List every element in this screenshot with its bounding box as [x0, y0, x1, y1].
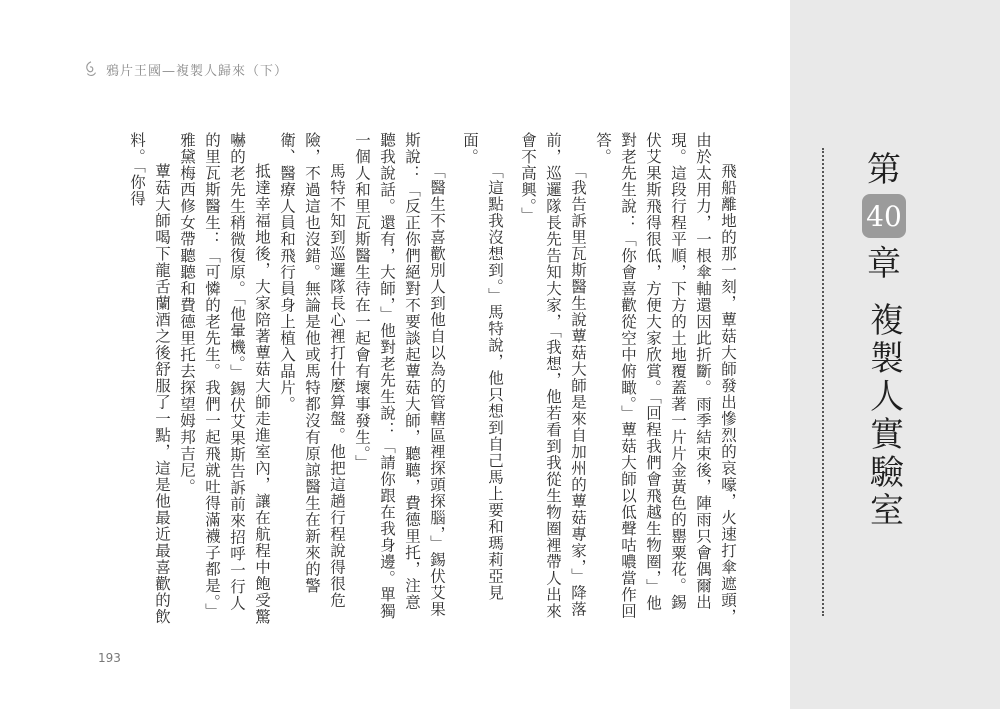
chapter-prefix: 第: [867, 150, 901, 190]
chapter-heading: [852, 150, 916, 530]
running-header: [82, 57, 288, 81]
page-number: 193: [98, 651, 121, 665]
chapter-suffix: 章: [867, 244, 901, 284]
chapter-name: 複製人實驗室: [863, 302, 904, 530]
chapter-number-badge: 40: [862, 194, 906, 238]
paragraph: 馬特不知到巡邏隊長心裡打什麼算盤。他把這趟行程說得很危險，不過這也沒錯。無論是他或馬特都沒有原諒醫生在新來的警衛、醫療人員和飛行員身上植入晶片。: [278, 132, 346, 609]
paragraph: 飛船離地的那一刻，蕈菇大師發出慘烈的哀嚎，火速打傘遮頭，由於太用力，一根傘軸還因此折斷。雨季結束後，陣雨只會偶爾出現。這段行程平順，下方的土地覆蓋著一片片金黃色的罌粟花。錫伏艾果斯飛得很低，方便大家欣賞。「回程我們會飛越生物圈，」他對老先生說：「你會喜歡從空中俯瞰。」蕈菇大師以低聲咕噥當作回答。: [594, 132, 737, 625]
paragraph: 「這點我沒想到。」馬特說，他只想到自己馬上要和瑪莉亞見面。: [461, 132, 504, 601]
dotted-divider: [822, 148, 824, 616]
ornament-icon: [82, 60, 100, 78]
paragraph: 蕈菇大師喝下龍舌蘭酒之後舒服了一點，這是他最近最喜歡的飲料。「你得: [128, 132, 171, 625]
book-title: 鴉片王國—複製人歸來（下）: [106, 63, 289, 79]
paragraph: 抵達幸福地後，大家陪著蕈菇大師走進室內，讓在航程中飽受驚嚇的老先生稍微復原。「他暈機。」錫伏艾果斯告訴前來招呼一行人的里瓦斯醫生：「可憐的老先生。我們一起飛就吐得滿襪子都是。」雅黛梅西修女帶聽聽和費德里托去探望姆邦吉尼。: [178, 132, 271, 625]
paragraph: 「我告訴里瓦斯醫生說蕈菇大師是來自加州的蕈菇專家，」降落前，巡邏隊長先告知大家，「我想，他若看到我從生物圈裡帶人出來會不高興。」: [519, 132, 587, 620]
paragraph: 「醫生不喜歡別人到他自以為的管轄區裡探頭探腦，」錫伏艾果斯說：「反正你們絕對不要談起蕈菇大師，聽聽，費德里托，注意聽我說話。還有，大師，」他對老先生說：「請你跟在我身邊。單獨一個人和里瓦斯醫生待在一起會有壞事發生。」: [353, 132, 446, 620]
body-text: [118, 132, 740, 626]
